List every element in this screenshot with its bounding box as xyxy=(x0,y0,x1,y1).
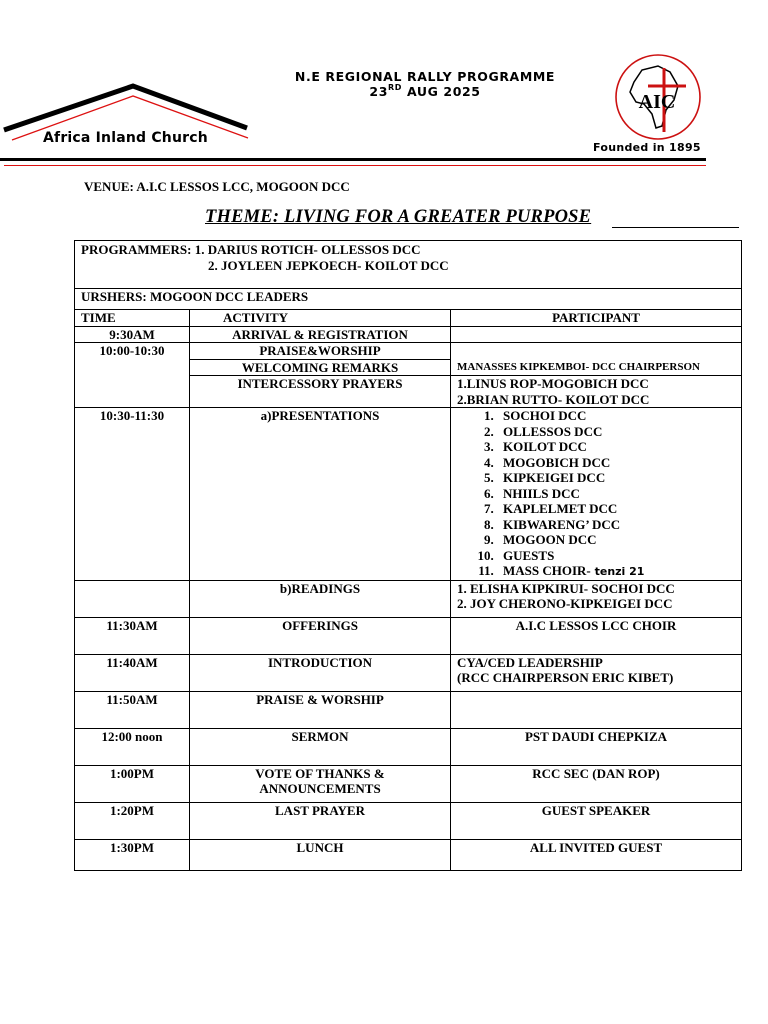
founded-year: Founded in 1895 xyxy=(593,141,701,154)
activity-cell: INTERCESSORY PRAYERS xyxy=(190,376,451,408)
participant-cell: ALL INVITED GUEST xyxy=(451,839,742,870)
time-header: TIME xyxy=(75,310,190,327)
time-cell: 9:30AM xyxy=(75,326,190,343)
programmers-row xyxy=(75,241,742,289)
table-row xyxy=(75,802,742,839)
list-item: 7. KAPLELMET DCC xyxy=(497,501,741,517)
participant-cell: 1.LINUS ROP-MOGOBICH DCC 2.BRIAN RUTTO- KOILOT DCC xyxy=(451,376,742,408)
programmers-cell: PROGRAMMERS: 1. DARIUS ROTICH- OLLESSOS DCC 2. JOYLEEN JEPKOECH- KOILOT DCC xyxy=(75,241,742,289)
participant-cell: RCC SEC (DAN ROP) xyxy=(451,765,742,802)
table-row xyxy=(75,654,742,691)
activity-header: ACTIVITY xyxy=(190,310,451,327)
header-divider xyxy=(0,158,706,161)
table-row xyxy=(75,326,742,343)
time-cell: 10:00-10:30 xyxy=(75,343,190,408)
header-divider-red xyxy=(4,165,706,166)
list-item: 4. MOGOBICH DCC xyxy=(497,455,741,471)
activity-cell: PRAISE&WORSHIP xyxy=(190,343,451,360)
list-item: 2. OLLESSOS DCC xyxy=(497,424,741,440)
table-row xyxy=(75,580,742,617)
time-cell xyxy=(75,580,190,617)
table-row xyxy=(75,691,742,728)
list-item: 5. KIPKEIGEI DCC xyxy=(497,470,741,486)
participant-cell: MANASSES KIPKEMBOI- DCC CHAIRPERSON xyxy=(451,343,742,376)
participant-header: PARTICIPANT xyxy=(451,310,742,327)
table-row xyxy=(75,408,742,581)
table-row xyxy=(75,765,742,802)
time-cell: 11:40AM xyxy=(75,654,190,691)
time-cell: 11:50AM xyxy=(75,691,190,728)
participant-cell: CYA/CED LEADERSHIP (RCC CHAIRPERSON ERIC KIBET) xyxy=(451,654,742,691)
activity-cell: OFFERINGS xyxy=(190,617,451,654)
list-item: 8. KIBWARENG’ DCC xyxy=(497,517,741,533)
header-row xyxy=(75,310,742,327)
activity-cell: a)PRESENTATIONS xyxy=(190,408,451,581)
table-row xyxy=(75,728,742,765)
church-name: Africa Inland Church xyxy=(43,130,208,146)
activity-cell: INTRODUCTION xyxy=(190,654,451,691)
activity-cell: PRAISE & WORSHIP xyxy=(190,691,451,728)
list-item: 11. MASS CHOIR- tenzi 21 xyxy=(497,563,741,580)
time-cell: 1:20PM xyxy=(75,802,190,839)
participant-cell: A.I.C LESSOS LCC CHOIR xyxy=(451,617,742,654)
aic-emblem-logo xyxy=(612,52,704,142)
time-cell: 1:30PM xyxy=(75,839,190,870)
participant-cell: 1. ELISHA KIPKIRUI- SOCHOI DCC 2. JOY CHERONO-KIPKEIGEI DCC xyxy=(451,580,742,617)
emblem-text: AIC xyxy=(638,91,676,113)
time-cell: 11:30AM xyxy=(75,617,190,654)
list-item: 6. NHIILS DCC xyxy=(497,486,741,502)
venue-line: VENUE: A.I.C LESSOS LCC, MOGOON DCC xyxy=(84,179,350,194)
list-item: 3. KOILOT DCC xyxy=(497,439,741,455)
participant-cell: GUEST SPEAKER xyxy=(451,802,742,839)
time-cell: 10:30-11:30 xyxy=(75,408,190,581)
activity-cell: SERMON xyxy=(190,728,451,765)
urshers-row xyxy=(75,289,742,310)
programme-table xyxy=(74,240,742,871)
list-item: 9. MOGOON DCC xyxy=(497,532,741,548)
theme-underline-extension xyxy=(612,227,739,228)
time-cell: 12:00 noon xyxy=(75,728,190,765)
programme-title: N.E REGIONAL RALLY PROGRAMME xyxy=(294,69,556,84)
activity-cell: WELCOMING REMARKS xyxy=(190,359,451,376)
activity-cell: LAST PRAYER xyxy=(190,802,451,839)
table-row xyxy=(75,343,742,360)
participant-cell: PST DAUDI CHEPKIZA xyxy=(451,728,742,765)
list-item: 10. GUESTS xyxy=(497,548,741,564)
table-row xyxy=(75,617,742,654)
activity-cell: VOTE OF THANKS & ANNOUNCEMENTS xyxy=(190,765,451,802)
activity-cell: LUNCH xyxy=(190,839,451,870)
participant-cell xyxy=(451,691,742,728)
activity-cell: b)READINGS xyxy=(190,580,451,617)
urshers-cell: URSHERS: MOGOON DCC LEADERS xyxy=(75,289,742,310)
presenters-list xyxy=(451,408,741,580)
time-cell: 1:00PM xyxy=(75,765,190,802)
table-row xyxy=(75,839,742,870)
list-item: 1. SOCHOI DCC xyxy=(497,408,741,424)
programme-date: 23RD AUG 2025 xyxy=(369,83,481,99)
activity-cell: ARRIVAL & REGISTRATION xyxy=(190,326,451,343)
participant-cell xyxy=(451,408,742,581)
theme-heading: THEME: LIVING FOR A GREATER PURPOSE xyxy=(205,207,592,227)
participant-cell xyxy=(451,326,742,343)
